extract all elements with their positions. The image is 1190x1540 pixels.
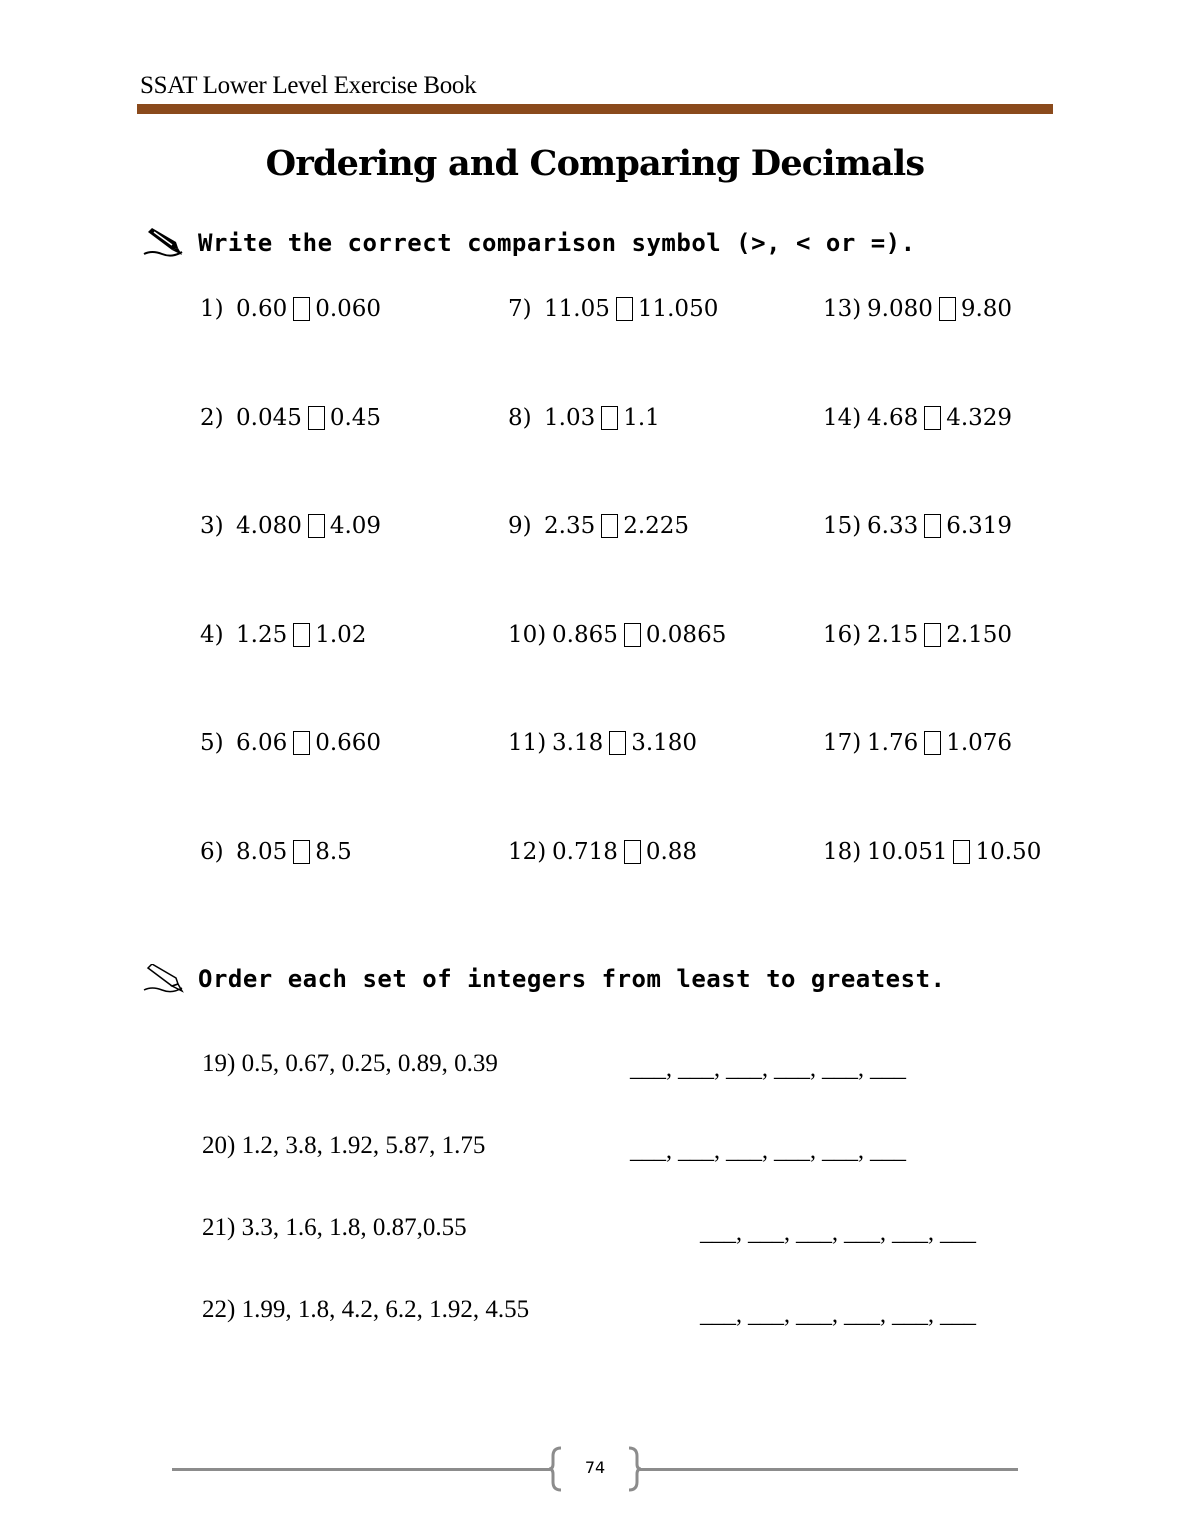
right-value: 3.180 [631,730,698,756]
right-value: 4.09 [329,513,382,539]
answer-box[interactable] [624,623,641,647]
order-problem: 19) 0.5, 0.67, 0.25, 0.89, 0.39 [202,1050,498,1077]
left-value: 6.06 [236,730,288,756]
problem-number: 17) [823,730,862,756]
answer-box[interactable] [293,731,310,755]
answer-box[interactable] [601,406,618,430]
problem-number: 4) [200,622,224,648]
order-problem: 22) 1.99, 1.8, 4.2, 6.2, 1.92, 4.55 [202,1296,530,1323]
left-value: 4.080 [236,513,302,539]
comparison-problem [823,839,1041,865]
right-value: 1.1 [623,405,660,431]
problem-number: 14) [823,405,862,431]
problem-number: 11) [508,730,547,756]
comparison-problem [200,730,381,756]
problem-number: 9) [508,513,532,539]
comparison-problem [508,405,660,431]
problem-number: 5) [200,730,224,756]
left-value: 8.05 [236,839,288,865]
answer-box[interactable] [308,406,325,430]
footer-rule-left [172,1468,550,1471]
left-value: 4.68 [867,405,919,431]
left-value: 0.718 [552,839,618,865]
book-title: SSAT Lower Level Exercise Book [140,72,477,99]
left-value: 0.60 [236,296,288,322]
problem-number: 7) [508,296,532,322]
left-value: 10.051 [867,839,948,865]
answer-box[interactable] [609,731,626,755]
pencil-icon [142,228,188,258]
right-bracket-icon [627,1446,641,1492]
answer-box[interactable] [924,406,941,430]
problem-number: 16) [823,622,862,648]
right-value: 1.02 [315,622,367,648]
comparison-problem [823,405,1012,431]
answer-box[interactable] [953,840,970,864]
answer-box[interactable] [924,731,941,755]
left-value: 11.05 [544,296,610,322]
left-value: 1.25 [236,622,288,648]
answer-blanks[interactable]: ___, ___, ___, ___, ___, ___ [700,1220,976,1246]
problem-number: 1) [200,296,224,322]
comparison-problem [200,513,381,539]
answer-blanks[interactable]: ___, ___, ___, ___, ___, ___ [700,1302,976,1328]
right-value: 0.0865 [645,622,727,648]
right-value: 0.660 [315,730,382,756]
answer-blanks[interactable]: ___, ___, ___, ___, ___, ___ [630,1056,906,1082]
problem-number: 18) [823,839,862,865]
section1-instruction [142,228,916,258]
right-value: 8.5 [315,839,352,865]
comparison-problem [200,296,381,322]
problem-number: 3) [200,513,224,539]
answer-box[interactable] [624,840,641,864]
left-value: 1.76 [867,730,919,756]
right-value: 6.319 [946,513,1013,539]
left-value: 1.03 [544,405,596,431]
right-value: 0.060 [315,296,382,322]
problem-number: 2) [200,405,224,431]
answer-box[interactable] [601,514,618,538]
answer-box[interactable] [293,840,310,864]
right-value: 2.150 [946,622,1013,648]
problem-number: 10) [508,622,547,648]
page-title: Ordering and Comparing Decimals [265,143,925,184]
problem-number: 15) [823,513,862,539]
left-value: 0.865 [552,622,618,648]
answer-box[interactable] [924,623,941,647]
comparison-problem [823,296,1012,322]
left-value: 6.33 [867,513,919,539]
comparison-problem [823,622,1012,648]
comparison-problem [508,513,689,539]
comparison-problem [508,622,726,648]
answer-box[interactable] [924,514,941,538]
comparison-problem [823,730,1012,756]
section2-instruction-text: Order each set of integers from least to greatest. [198,965,946,993]
pencil-icon [142,964,188,994]
answer-box[interactable] [293,297,310,321]
left-value: 2.35 [544,513,596,539]
problem-number: 13) [823,296,862,322]
answer-box[interactable] [293,623,310,647]
answer-box[interactable] [939,297,956,321]
answer-blanks[interactable]: ___, ___, ___, ___, ___, ___ [630,1138,906,1164]
answer-box[interactable] [308,514,325,538]
right-value: 0.88 [645,839,698,865]
comparison-problem [200,839,352,865]
order-problem: 20) 1.2, 3.8, 1.92, 5.87, 1.75 [202,1132,486,1159]
problem-number: 8) [508,405,532,431]
right-value: 9.80 [960,296,1013,322]
problem-number: 12) [508,839,547,865]
left-value: 9.080 [867,296,933,322]
section2-instruction [142,964,945,994]
comparison-problem [508,730,697,756]
comparison-problem [508,839,697,865]
left-value: 2.15 [867,622,919,648]
left-value: 0.045 [236,405,302,431]
right-value: 0.45 [329,405,382,431]
comparison-problem [200,622,366,648]
right-value: 4.329 [946,405,1013,431]
left-value: 3.18 [552,730,604,756]
problem-number: 6) [200,839,224,865]
header-rule [137,104,1053,114]
page-number: 74 [584,1458,606,1477]
right-value: 1.076 [946,730,1013,756]
footer-rule-right [640,1468,1018,1471]
answer-box[interactable] [616,297,633,321]
comparison-problem [823,513,1012,539]
right-value: 2.225 [623,513,690,539]
right-value: 11.050 [637,296,719,322]
order-problem: 21) 3.3, 1.6, 1.8, 0.87,0.55 [202,1214,467,1241]
comparison-problem [200,405,381,431]
comparison-problem [508,296,718,322]
section1-instruction-text: Write the correct comparison symbol (>, < or =). [198,229,916,257]
right-value: 10.50 [975,839,1042,865]
